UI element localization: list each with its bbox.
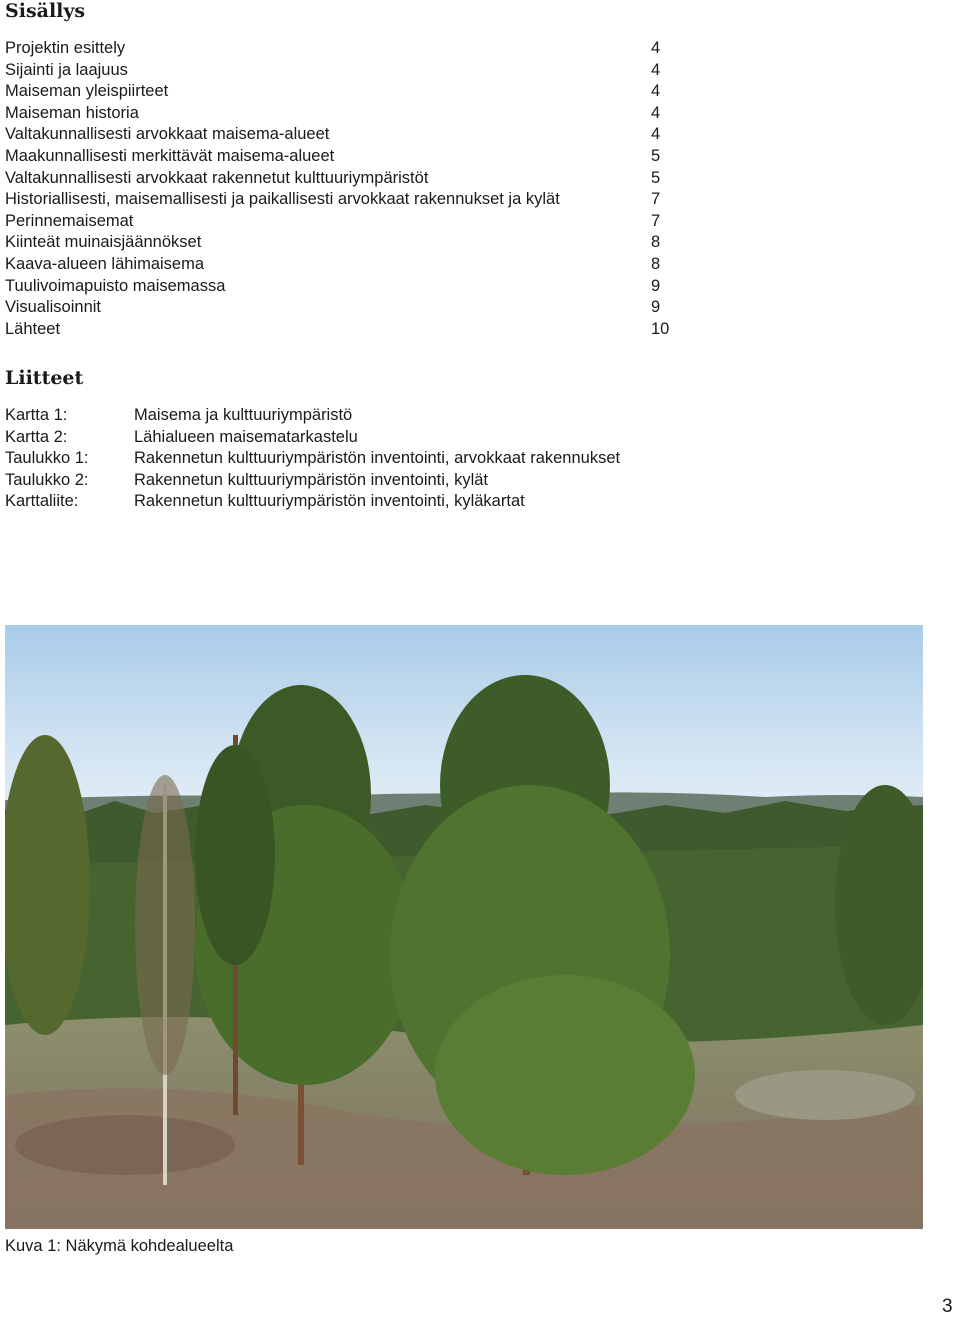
toc-entry[interactable] (5, 232, 685, 254)
toc-entry[interactable] (5, 297, 685, 319)
appendix-description: Lähialueen maisematarkastelu (134, 427, 358, 446)
toc-entry-title: Maiseman historia (5, 103, 139, 122)
photo-caption: Kuva 1: Näkymä kohdealueelta (5, 1237, 234, 1255)
toc-entry-page: 8 (651, 233, 661, 252)
toc-entry-page: 5 (651, 168, 661, 187)
toc-entry-title: Lähteet (5, 319, 61, 338)
toc-entry[interactable] (5, 211, 685, 233)
appendices-list (5, 405, 705, 513)
toc-entry[interactable] (5, 60, 685, 82)
appendices-heading: Liitteet (5, 367, 84, 389)
toc-entry-page: 4 (651, 60, 661, 79)
toc-entry-page: 4 (651, 125, 661, 144)
toc-heading: Sisällys (5, 0, 86, 22)
appendix-item (5, 448, 705, 470)
toc-entry-title: Projektin esittely (5, 39, 126, 57)
appendix-description: Rakennetun kulttuuriympäristön inventointi, kyläkartat (134, 492, 525, 511)
toc-entry-page: 4 (651, 103, 661, 122)
appendix-label: Karttaliite: (5, 492, 79, 511)
appendix-item (5, 470, 705, 492)
appendix-description: Rakennetun kulttuuriympäristön inventointi, arvokkaat rakennukset (134, 449, 621, 468)
toc-entry[interactable] (5, 319, 685, 341)
landscape-photo (5, 625, 923, 1229)
toc-entry-page: 4 (651, 82, 661, 101)
appendix-item (5, 491, 705, 513)
toc-entry[interactable] (5, 189, 685, 211)
toc-entry-page: 10 (651, 319, 670, 338)
appendix-description: Maisema ja kulttuuriympäristö (134, 406, 353, 424)
toc-entry[interactable] (5, 38, 685, 60)
toc-entry-page: 7 (651, 190, 661, 209)
toc-entry[interactable] (5, 103, 685, 125)
toc-entry[interactable] (5, 168, 685, 190)
appendix-item (5, 427, 705, 449)
toc-entry-page: 9 (651, 298, 661, 317)
toc-entry-title: Sijainti ja laajuus (5, 60, 128, 79)
toc-entry-title: Maiseman yleispiirteet (5, 82, 169, 101)
page-number: 3 (942, 1296, 953, 1317)
toc-entry-page: 5 (651, 146, 661, 165)
toc-entry[interactable] (5, 124, 685, 146)
toc-entry-page: 8 (651, 254, 661, 273)
toc-entry-page: 4 (651, 39, 661, 57)
toc-entry-title: Kiinteät muinaisjäännökset (5, 233, 202, 252)
toc-entry-title: Visualisoinnit (5, 298, 102, 317)
toc-entry-title: Maakunnallisesti merkittävät maisema-alueet (5, 146, 335, 165)
toc-entry[interactable] (5, 254, 685, 276)
toc-entry-title: Historiallisesti, maisemallisesti ja paikallisesti arvokkaat rakennukset ja kylät (5, 190, 560, 209)
appendix-label: Kartta 1: (5, 406, 68, 424)
toc-entry[interactable] (5, 81, 685, 103)
appendix-label: Kartta 2: (5, 427, 68, 446)
toc-entry-title: Kaava-alueen lähimaisema (5, 254, 205, 273)
toc-entry-title: Tuulivoimapuisto maisemassa (5, 276, 226, 295)
toc-entry[interactable] (5, 276, 685, 298)
toc-entry-page: 9 (651, 276, 661, 295)
toc-entry-title: Valtakunnallisesti arvokkaat maisema-alueet (5, 125, 330, 144)
appendix-description: Rakennetun kulttuuriympäristön inventointi, kylät (134, 470, 489, 489)
table-of-contents (5, 38, 685, 340)
appendix-label: Taulukko 2: (5, 470, 89, 489)
toc-entry[interactable] (5, 146, 685, 168)
toc-entry-page: 7 (651, 211, 661, 230)
toc-entry-title: Perinnemaisemat (5, 211, 134, 230)
appendix-label: Taulukko 1: (5, 449, 89, 468)
appendix-item (5, 405, 705, 427)
toc-entry-title: Valtakunnallisesti arvokkaat rakennetut kulttuuriympäristöt (5, 168, 429, 187)
